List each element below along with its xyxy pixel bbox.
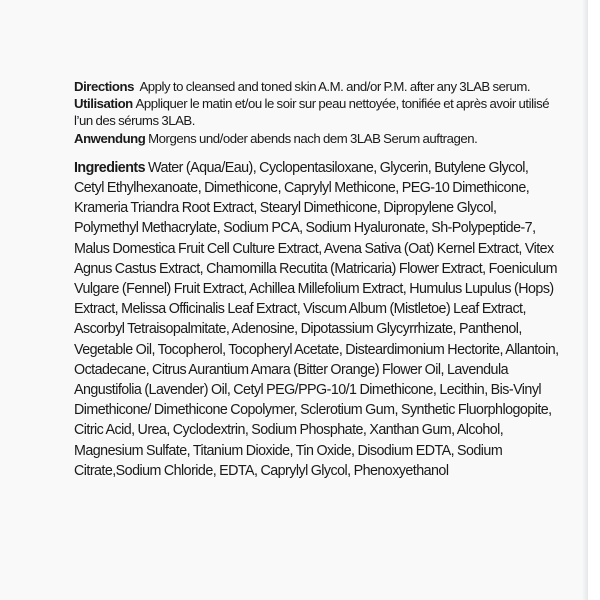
section-spacer — [74, 147, 560, 158]
directions-text: Apply to cleansed and toned skin A.M. and/or P.M. after any 3LAB serum. — [139, 79, 531, 94]
anwendung-paragraph — [74, 130, 560, 147]
utilisation-text: Appliquer le matin et/ou le soir sur peau nettoyée, tonifiée et après avoir utilisé l’un des sérums 3LAB. — [74, 96, 550, 129]
utilisation-label: Utilisation — [74, 96, 133, 112]
utilisation-paragraph — [74, 95, 560, 129]
ingredients-text: Water (Aqua/Eau), Cyclopentasiloxane, Glycerin, Butylene Glycol, Cetyl Ethylhexanoate, Dimethicone, Caprylyl Methicone, PEG-10 Dimethicone, Krameria Triandra Root Extract, Stearyl Dimethicone, Dipropylene Glycol, Polymethyl Methacrylate, Sodium PCA, Sodium Hyaluronate, Sh-Polypeptide-7, Malus Domestica Fruit Cell Culture Extract, Avena Sativa (Oat) Kernel Extract, Vitex Agnus Castus Extract, Chamomilla Recutita (Matricaria) Flower Extract, Foeniculum Vulgare (Fennel) Fruit Extract, Achillea Millefolium Extract, Humulus Lupulus (Hops) Extract, Melissa Officinalis Leaf Extract, Viscum Album (Mistletoe) Leaf Extract, Ascorbyl Tetraisopalmitate, Adenosine, Dipotassium Glycyrrhizate, Panthenol, Vegetable Oil, Tocopherol, Tocopheryl Acetate, Disteardimonium Hectorite, Allantoin, Octadecane, Citrus Aurantium Amara (Bitter Orange) Flower Oil, Lavendula Angustifolia (Lavender) Oil, Cetyl PEG/PPG-10/1 Dimethicone, Lecithin, Bis-Vinyl Dimethicone/ Dimethicone Copolymer, Sclerotium Gum, Synthetic Fluorphlogopite, Citric Acid, Urea, Cyclodextrin, Sodium Phosphate, Xanthan Gum, Alcohol, Magnesium Sulfate, Titanium Dioxide, Tin Oxide, Disodium EDTA, Sodium Citrate,Sodium Chloride, EDTA, Caprylyl Glycol, Phenoxyethanol — [74, 159, 559, 479]
ingredients-paragraph — [74, 158, 560, 481]
background-strip — [588, 0, 600, 600]
ingredients-label: Ingredients — [74, 159, 146, 176]
anwendung-label: Anwendung — [74, 130, 146, 146]
directions-label: Directions — [74, 79, 134, 94]
label-text-content — [74, 78, 560, 481]
anwendung-text: Morgens und/oder abends nach dem 3LAB Serum auftragen. — [148, 130, 478, 146]
directions-paragraph — [74, 78, 560, 95]
